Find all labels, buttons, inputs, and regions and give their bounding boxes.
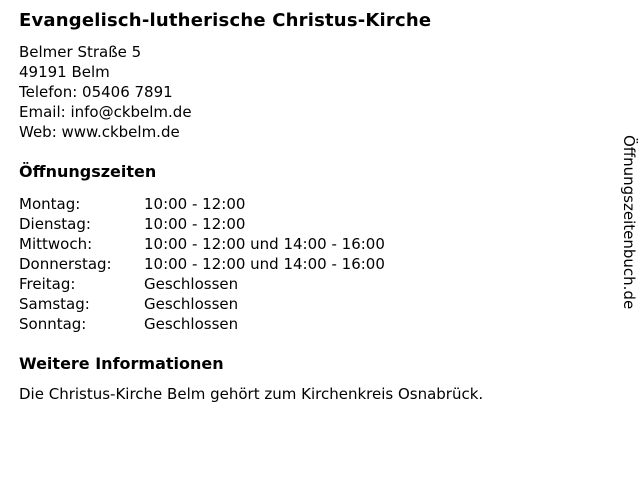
page-title: Evangelisch-lutherische Christus-Kirche xyxy=(19,10,432,31)
contact-city: 49191 Belm xyxy=(19,63,110,81)
contact-email: Email: info@ckbelm.de xyxy=(19,103,192,121)
hours-time-value: 10:00 - 12:00 und 14:00 - 16:00 xyxy=(144,255,385,273)
hours-day-label: Sonntag: xyxy=(19,315,87,333)
hours-day-label: Samstag: xyxy=(19,295,90,313)
hours-row-thursday xyxy=(19,254,600,274)
hours-time-value: 10:00 - 12:00 xyxy=(144,215,246,233)
hours-row-wednesday xyxy=(19,234,600,254)
opening-hours-table xyxy=(19,194,600,334)
hours-row-monday xyxy=(19,194,600,214)
hours-time-value: Geschlossen xyxy=(144,275,239,293)
contact-block xyxy=(19,42,600,142)
more-info-text: Die Christus-Kirche Belm gehört zum Kirchenkreis Osnabrück. xyxy=(19,385,484,403)
hours-row-sunday xyxy=(19,314,600,334)
hours-day-label: Montag: xyxy=(19,195,81,213)
hours-day-label: Mittwoch: xyxy=(19,235,93,253)
hours-time-value: 10:00 - 12:00 und 14:00 - 16:00 xyxy=(144,235,385,253)
site-watermark: Öffnungszeitenbuch.de xyxy=(620,135,638,310)
hours-day-label: Freitag: xyxy=(19,275,76,293)
contact-street: Belmer Straße 5 xyxy=(19,43,142,61)
hours-row-saturday xyxy=(19,294,600,314)
hours-row-friday xyxy=(19,274,600,294)
hours-time-value: Geschlossen xyxy=(144,295,239,313)
contact-phone: Telefon: 05406 7891 xyxy=(19,83,173,101)
contact-web: Web: www.ckbelm.de xyxy=(19,123,180,141)
hours-day-label: Donnerstag: xyxy=(19,255,112,273)
hours-time-value: Geschlossen xyxy=(144,315,239,333)
hours-day-label: Dienstag: xyxy=(19,215,91,233)
more-info-heading: Weitere Informationen xyxy=(19,354,224,373)
hours-time-value: 10:00 - 12:00 xyxy=(144,195,246,213)
opening-hours-heading: Öffnungszeiten xyxy=(19,162,157,181)
hours-row-tuesday xyxy=(19,214,600,234)
